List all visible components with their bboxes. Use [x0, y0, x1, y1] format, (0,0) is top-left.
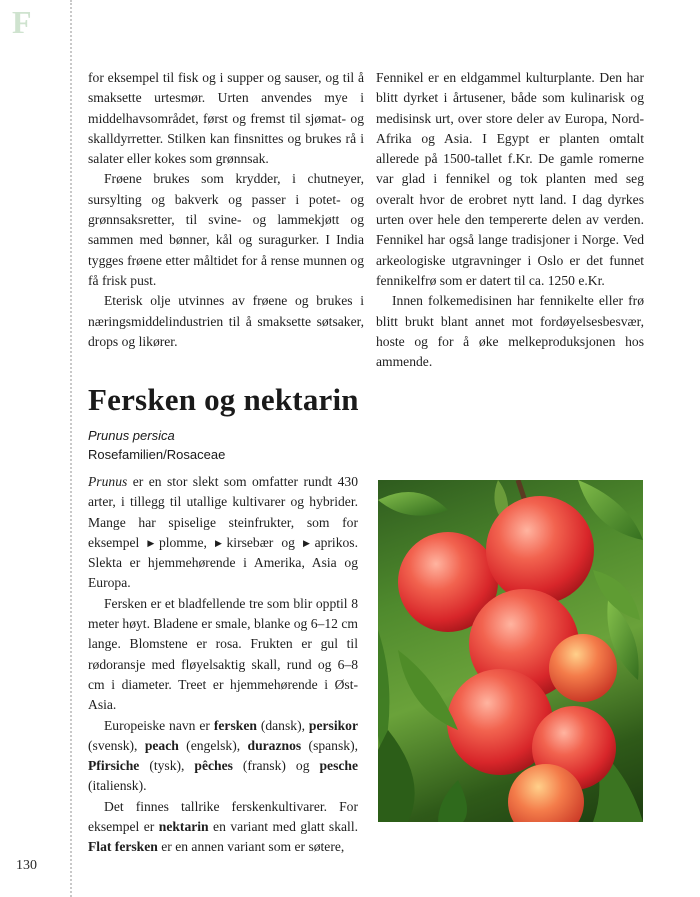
section-letter-tab: F [12, 4, 32, 40]
name-english: peach [144, 737, 179, 753]
right-paragraph-2: Innen folkemedisinen har fennikelte eller frø blitt brukt blant annet mot fordøyelsesbesvær, hoste og for å øke melkeproduksjonen hos ammende. [376, 293, 644, 370]
body-text-span: (italiensk). [88, 778, 147, 794]
right-paragraph-1: Fennikel er en eldgammel kulturplante. Den har blitt dyrket i årtusener, både som kulinarisk og medisinsk urt, over store deler av Europa, Nord-Afrika og Asia. I Egypt er planten omtalt allerede på 1500-tallet f.Kr. De gamle romerne var glad i fennikel og tok planten med seg overalt hvor de erobret nytt land. I dag dyrkes urten over hele den tempererte delen av verden. Fennikel har også lange tradisjoner i Norge. Ved arkeologiske utgravninger i Oslo er det funnet fennikelfrø som er datert til ca. 1250 e.Kr. [376, 70, 644, 288]
name-danish: fersken [213, 717, 257, 733]
cross-reference-link-aprikos[interactable]: aprikos [314, 534, 355, 550]
body-text-span: (engelsk), [178, 737, 248, 753]
body-text-span: (spansk), [301, 737, 358, 753]
peach-photo [378, 480, 643, 822]
page-number: 130 [16, 858, 37, 873]
body-text-span: Det finnes tallrike ferskenkultivarer. For eksempel er [88, 798, 358, 835]
name-spanish: duraznos [247, 737, 302, 753]
cross-reference-arrow-icon: ▶ [303, 537, 315, 548]
bold-flat-fersken: Flat fersken [88, 839, 158, 855]
body-text-span: (fransk) og [232, 758, 320, 774]
name-swedish: persikor [308, 717, 358, 733]
body-text-span: Europeiske navn er [104, 717, 214, 733]
body-text-span: . Slekta er hjemmehørende i Amerika, Asia og Europa. [88, 534, 358, 591]
body-paragraph-4 [88, 797, 358, 858]
body-text-span: (tysk), [139, 758, 195, 774]
cross-reference-link-kirsebaer[interactable]: kirsebær [226, 534, 274, 550]
body-text-span: er en annen variant som er søtere, [157, 839, 345, 855]
scientific-name: Prunus persica [88, 428, 175, 443]
cross-reference-link-plomme[interactable]: plomme [158, 534, 204, 550]
name-german: Pfirsiche [88, 758, 140, 774]
peach-illustration [378, 480, 643, 822]
section-heading: Fersken og nektarin [88, 382, 359, 417]
name-italian: pesche [319, 758, 358, 774]
cross-reference-arrow-icon: ▶ [214, 537, 227, 548]
body-paragraph-3 [88, 716, 358, 797]
body-text-span: (svensk), [88, 737, 145, 753]
body-text-span: og [273, 534, 303, 550]
peach-fruit [549, 634, 617, 702]
cross-reference-arrow-icon: ▶ [147, 537, 159, 548]
left-column-text [88, 68, 364, 352]
body-text-span: er en stor slekt som omfatter rundt 430 arter, i tillegg til utallige kultivarer og hybrider. Mange har spiselige steinfrukter, som for eksempel [88, 474, 358, 550]
section-body-text [88, 472, 358, 858]
left-paragraph-2: Frøene brukes som krydder, i chutneyer, sursylting og bakverk og passer i potet- og grønnsaksretter, til svine- og lammekjøtt og sammen med bønner, kål og suragurker. I India tygges frøene etter måltidet for å rense munnen og få frisk pust. [88, 171, 364, 288]
body-paragraph-2: Fersken er et bladfellende tre som blir opptil 8 meter høyt. Bladene er smale, blanke og 6–12 cm lange. Blomstene er rosa. Frukten er gul til rødoransje med fløyelsaktig skall, rund og 6–8 cm i diameter. Treet er hjemmehørende i Øst-Asia. [88, 595, 358, 713]
genus-name: Prunus [88, 474, 128, 489]
left-paragraph-1: for eksempel til fisk og i supper og sauser, og til å smaksette urtesmør. Urten anvendes mye i middelhavsområdet, først og fremst til sjømat- og skalldyrretter. Stilken kan finsnittes og brukes rå i salater eller kokes som grønnsak. [88, 70, 364, 167]
right-column-text [376, 68, 644, 372]
body-text-span: (dansk), [256, 717, 309, 733]
left-paragraph-3: Eterisk olje utvinnes av frøene og brukes i næringsmiddelindustrien til å smaksette søtsaker, drops og likører. [88, 293, 364, 349]
body-text-span: en variant med glatt skall. [208, 819, 358, 835]
body-paragraph-1 [88, 472, 358, 594]
margin-dotted-rule [70, 0, 72, 897]
peach-fruit [486, 496, 594, 604]
body-text-span: , [203, 534, 215, 550]
plant-family: Rosefamilien/Rosaceae [88, 447, 226, 462]
bold-nektarin: nektarin [158, 819, 209, 835]
name-french: pêches [194, 758, 233, 774]
